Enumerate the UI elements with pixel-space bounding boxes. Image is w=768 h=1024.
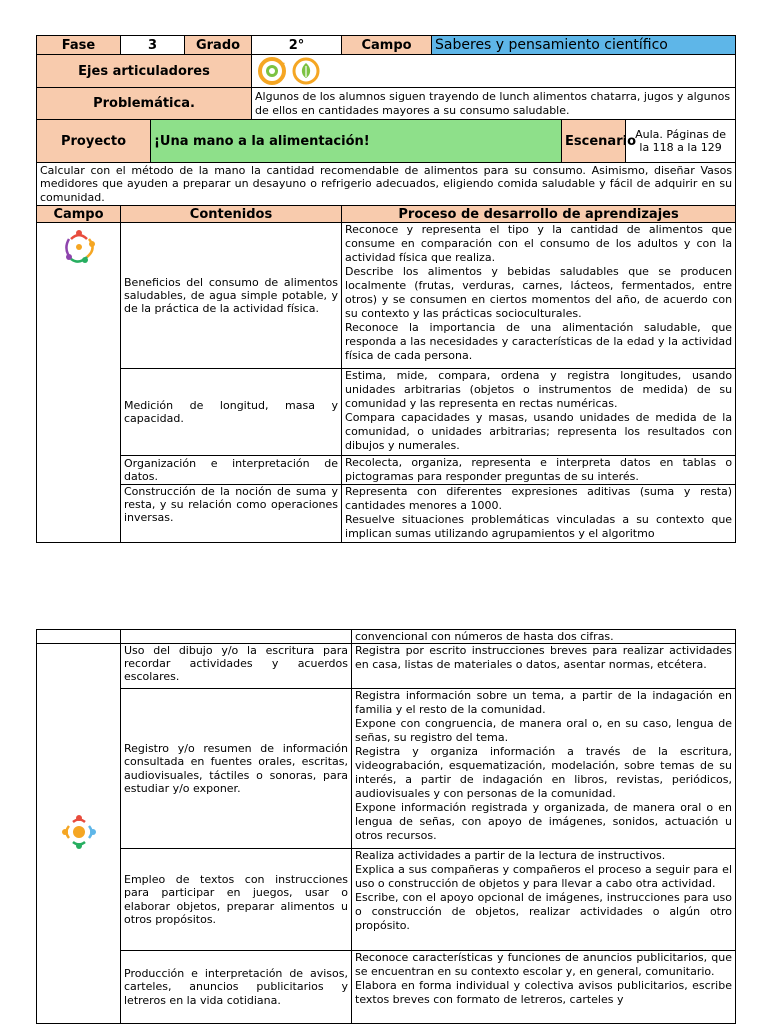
proceso-paragraph: Compara capacidades y masas, usando unidades de medida de la comunidad, o unidades arbitrarias; representa los resultados con dibujos y numerales. (345, 411, 733, 452)
proceso-paragraph: Reconoce y representa el tipo y la cantidad de alimentos que consume en comparación con el consumo de los adultos y con la actividad física que realiza. (345, 223, 733, 264)
planning-table-page-1 (36, 35, 736, 543)
proceso-cell (342, 485, 736, 543)
proceso-paragraph: Registra información sobre un tema, a partir de la indagación en familia y el resto de la comunidad. (355, 689, 732, 716)
proyecto-label: Proyecto (37, 120, 151, 163)
proceso-paragraph: Expone información registrada y organizada, de manera oral o en lengua de señas, con apoyo de imágenes, sonidos, actuación u otros recursos. (355, 801, 732, 842)
ejes-icons (252, 55, 736, 88)
contenido-cell: Medición de longitud, masa y capacidad. (121, 369, 342, 456)
campo-icon-cell (37, 644, 121, 1024)
contenido-cell: Construcción de la noción de suma y resta, y su relación como operaciones inversas. (121, 485, 342, 543)
saberes-people-circle-icon (59, 227, 99, 267)
continuation-contenido-cell (121, 630, 352, 644)
proceso-paragraph: Representa con diferentes expresiones aditivas (suma y resta) cantidades menores a 1000. (345, 485, 733, 512)
proceso-cell (352, 951, 736, 1024)
proceso-paragraph: Reconoce la importancia de una alimentación saludable, que responda a las necesidades y características de la edad y la actividad física de cada persona. (345, 321, 733, 362)
circular-arrows-orange-icon (258, 57, 286, 85)
campo-icon-cell (37, 223, 121, 543)
contenido-cell: Uso del dibujo y/o la escritura para recordar actividades y acuerdos escolares. (121, 644, 352, 689)
fase-label: Fase (37, 36, 121, 55)
ejes-label: Ejes articuladores (37, 55, 252, 88)
contenido-cell: Registro y/o resumen de información consultada en fuentes orales, escritas, audiovisuales, táctiles o sonoras, para estudiar y/o exponer. (121, 689, 352, 849)
leaf-hands-icon (292, 57, 320, 85)
proceso-paragraph: Reconoce características y funciones de anuncios publicitarios, que se encuentran en su contexto escolar y, en general, comunitario. (355, 951, 732, 978)
column-header-contenidos: Contenidos (121, 206, 342, 223)
proceso-paragraph: Escribe, con el apoyo opcional de imágenes, instrucciones para uso o construcción de objetos, realizar actividades o algún otro propósito. (355, 891, 732, 932)
proceso-paragraph: Realiza actividades a partir de la lectura de instructivos. (355, 849, 666, 862)
proceso-paragraph: Registra y organiza información a través de la escritura, videograbación, esquematización, modelación, sobre temas de su interés, a partir de indagación en libros, revistas, periódicos, audiovisuales y con personas de la comunidad. (355, 745, 732, 800)
planning-table-page-2 (36, 629, 736, 1024)
escenario-label: Escenario (562, 120, 626, 163)
grado-label: Grado (185, 36, 252, 55)
grado-value: 2° (252, 36, 342, 55)
problematica-text: Algunos de los alumnos siguen trayendo de lunch alimentos chatarra, jugos y algunos de ellos en cantidades mayores a su consumo saludable. (252, 88, 736, 120)
lenguajes-people-circle-icon (59, 812, 99, 852)
proceso-paragraph: Recolecta, organiza, representa e interpreta datos en tablas o pictogramas para responder preguntas de su interés. (345, 456, 733, 483)
contenido-cell: Empleo de textos con instrucciones para participar en juegos, usar o elaborar objetos, preparar alimentos u otros propósitos. (121, 849, 352, 951)
proyecto-value: ¡Una mano a la alimentación! (151, 120, 562, 163)
proceso-paragraph: Explica a sus compañeras y compañeros el proceso a seguir para el uso o construcción de objetos y para llevar a cabo otra actividad. (355, 863, 732, 890)
proceso-cell (342, 456, 736, 485)
campo-value: Saberes y pensamiento científico (432, 36, 736, 55)
contenido-cell: Organización e interpretación de datos. (121, 456, 342, 485)
project-description: Calcular con el método de la mano la cantidad recomendable de alimentos para su consumo. Asimismo, diseñar Vasos medidores que ayuden a preparar un desayuno o refrigerio adecuados, eligiendo comida saludable y fácil de adquirir en su comunidad. (37, 163, 736, 206)
column-header-proceso: Proceso de desarrollo de aprendizajes (342, 206, 736, 223)
campo-label: Campo (342, 36, 432, 55)
contenido-cell: Producción e interpretación de avisos, carteles, anuncios publicitarios y letreros en la vida cotidiana. (121, 951, 352, 1024)
proceso-paragraph: Elabora en forma individual y colectiva avisos publicitarios, escribe textos breves con formato de letreros, carteles y (355, 979, 732, 1006)
problematica-label: Problemática. (37, 88, 252, 120)
proceso-paragraph: Resuelve situaciones problemáticas vinculadas a su contexto que implican sumas utilizando agrupamientos y el algoritmo (345, 513, 733, 540)
proceso-cell (342, 369, 736, 456)
contenido-cell: Beneficios del consumo de alimentos saludables, de agua simple potable, y de la práctica de la actividad física. (121, 223, 342, 369)
column-header-campo: Campo (37, 206, 121, 223)
fase-value: 3 (121, 36, 185, 55)
proceso-continuation: convencional con números de hasta dos cifras. (352, 630, 736, 644)
proceso-cell (342, 223, 736, 369)
proceso-cell (352, 644, 736, 689)
proceso-paragraph: Expone con congruencia, de manera oral o, en su caso, lengua de señas, su registro del tema. (355, 717, 732, 744)
proceso-paragraph: Registra por escrito instrucciones breves para realizar actividades en casa, listas de materiales o datos, asentar normas, etcétera. (355, 644, 732, 671)
proceso-cell (352, 849, 736, 951)
escenario-value: Aula. Páginas de la 118 a la 129 (626, 120, 736, 163)
proceso-paragraph: Describe los alimentos y bebidas saludables que se producen localmente (frutas, verduras, carnes, lácteos, fermentados, entre otros) y se consumen en ciertos momentos del año, de acuerdo con su contexto y las prácticas socioculturales. (345, 265, 733, 320)
continuation-campo-cell (37, 630, 121, 644)
proceso-cell (352, 689, 736, 849)
proceso-paragraph: Estima, mide, compara, ordena y registra longitudes, usando unidades arbitrarias (objetos o instrumentos de medida) de su comunidad y las representa en rectas numéricas. (345, 369, 733, 410)
